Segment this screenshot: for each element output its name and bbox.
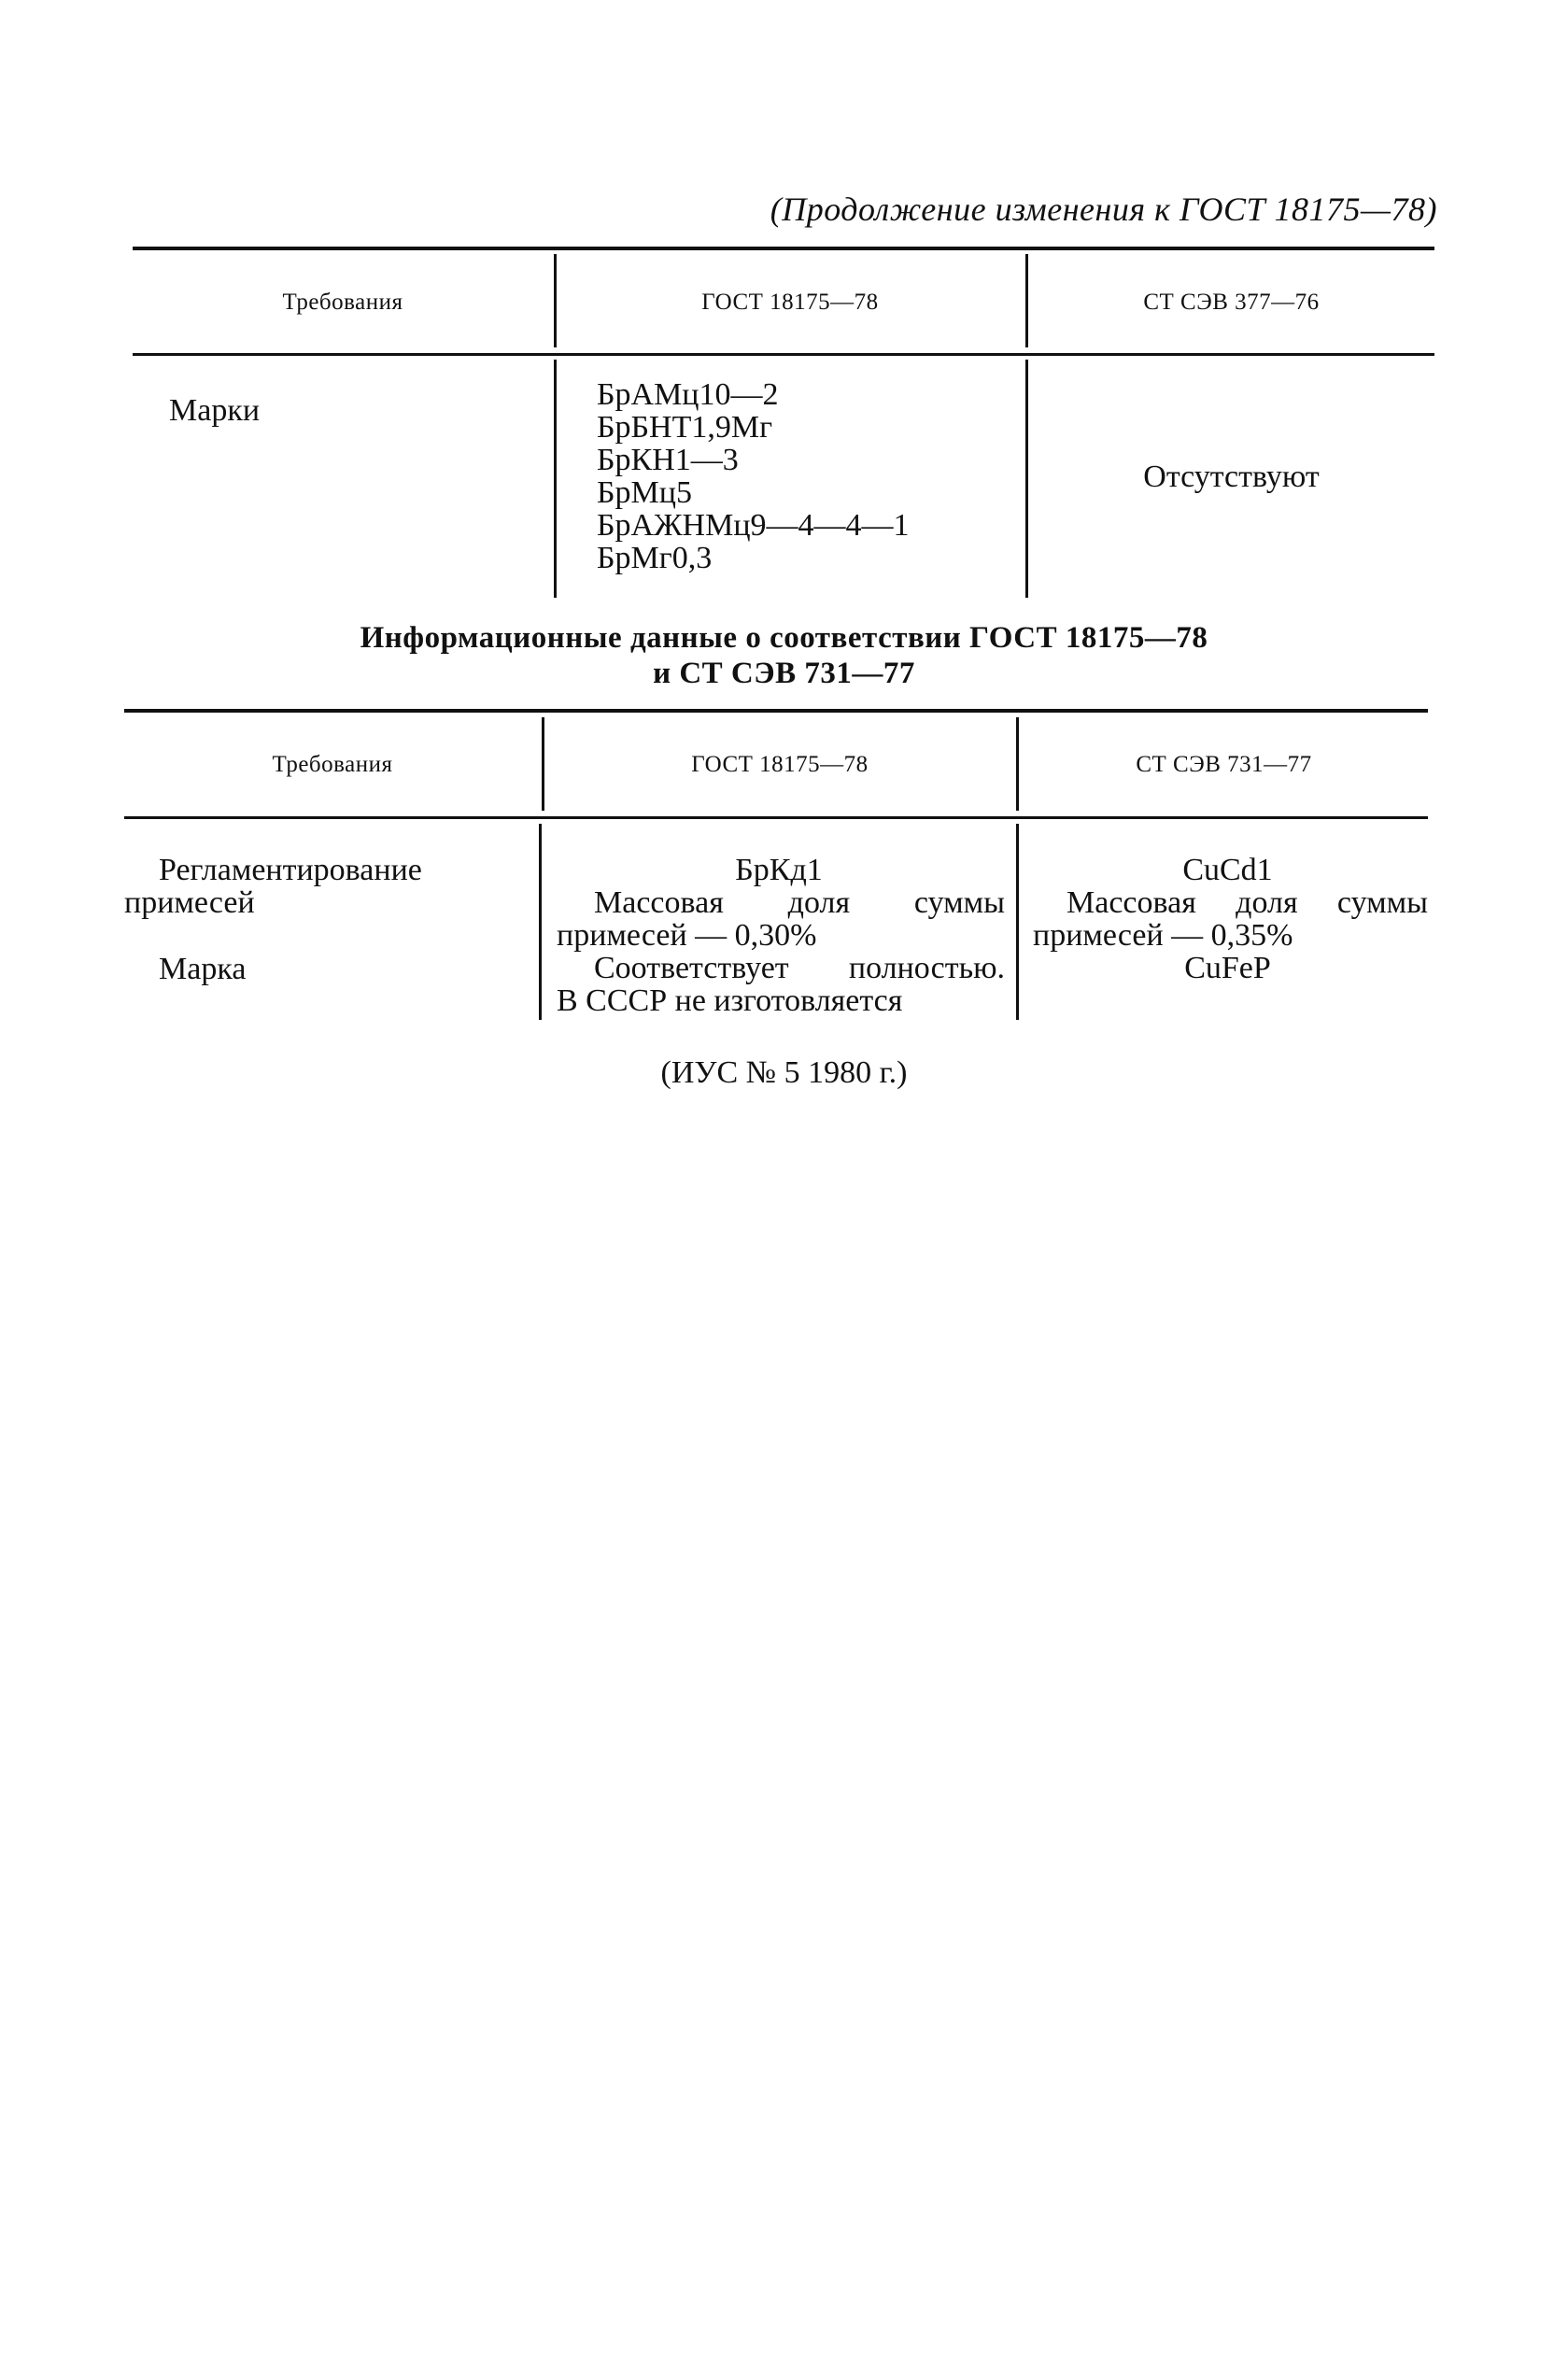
table-1-header-requirements: Требования [282, 290, 403, 315]
table-2-divider [1016, 717, 1019, 811]
running-head: (Продолжение изменения к ГОСТ 18175—78) [770, 191, 1437, 228]
table-2-gost-mass-line-2: примесей — 0,30% [557, 918, 817, 953]
table-2-header-rule [124, 816, 1428, 819]
table-1-gost-values [597, 378, 910, 574]
section-title-line-2: и СТ СЭВ 731—77 [653, 657, 915, 690]
table-2-header-gost: ГОСТ 18175—78 [691, 752, 869, 777]
table-1-header-st-sev: СТ СЭВ 377—76 [1143, 290, 1320, 315]
grade-value: БрАЖНМц9—4—4—1 [597, 508, 910, 543]
table-2-st-sev-grade-2: CuFeP [1184, 951, 1271, 985]
grade-value: БрАМц10—2 [597, 377, 779, 412]
table-2-gost-match-line-1: Соответствует полностью. [594, 951, 1005, 985]
footer-reference: (ИУС № 5 1980 г.) [660, 1055, 908, 1090]
table-2-top-rule [124, 709, 1428, 713]
table-2-divider [542, 717, 544, 811]
table-1-divider [554, 360, 557, 598]
section-title-line-1: Информационные данные о соответствии ГОСТ 18175—78 [360, 621, 1208, 655]
table-1-header-rule [133, 353, 1434, 356]
table-2-requirement-line-1: Регламентирование [159, 853, 422, 887]
table-2-header-st-sev: СТ СЭВ 731—77 [1136, 752, 1312, 777]
table-2-divider [1016, 824, 1019, 1020]
grade-value: БрБНТ1,9Мг [597, 410, 773, 445]
table-2-st-sev-grade: CuCd1 [1182, 853, 1273, 887]
table-2-gost-grade: БрКд1 [735, 853, 823, 887]
grade-value: БрМц5 [597, 475, 692, 510]
table-2-requirement-line-3: Марка [159, 952, 247, 986]
table-2-st-sev-mass-line-1: Массовая доля суммы [1067, 885, 1428, 920]
table-1-top-rule [133, 247, 1434, 250]
table-2-divider [539, 824, 542, 1020]
table-2-header-requirements: Требования [272, 752, 393, 777]
table-1-requirement: Марки [169, 393, 261, 428]
grade-value: БрМг0,3 [597, 541, 713, 575]
table-2-gost-mass-line-1: Массовая доля суммы [594, 885, 1005, 920]
grade-value: БрКН1—3 [597, 443, 739, 477]
table-2-st-sev-mass-line-2: примесей — 0,35% [1033, 918, 1293, 953]
table-2-gost-match-line-2: В СССР не изготовляется [557, 983, 903, 1018]
table-1-header-gost: ГОСТ 18175—78 [701, 290, 879, 315]
table-1-st-sev-value: Отсутствуют [1143, 460, 1320, 494]
table-2-requirement-line-2: примесей [124, 885, 255, 920]
